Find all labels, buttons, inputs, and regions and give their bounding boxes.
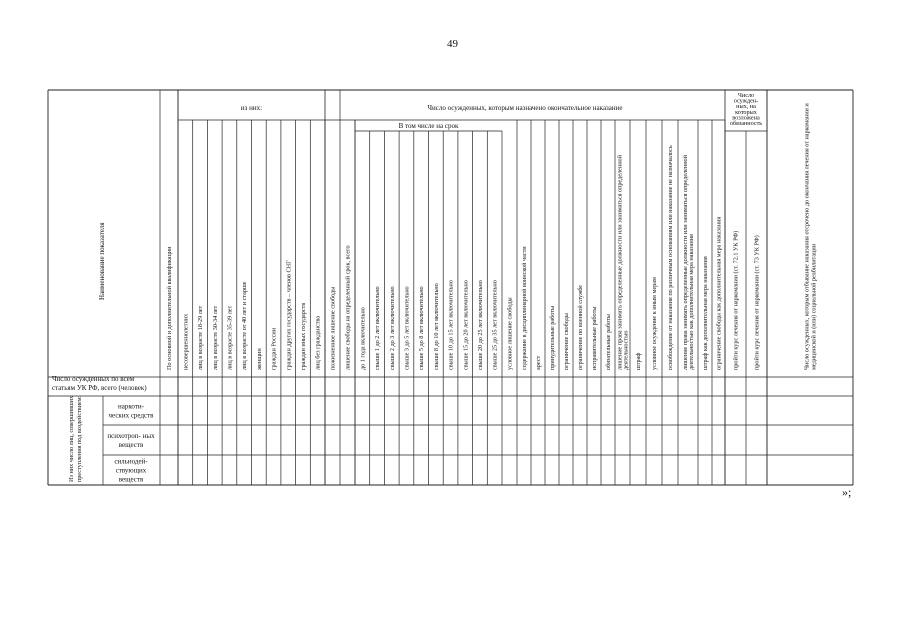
deferred-col-label: Число осужденных, которым отбывание наказания отсрочено до окончания лечения от наркомании и [803,103,811,370]
of-them-col-label: лиц в возрасте от 40 лет и старше [241,281,249,370]
obligation-header: Число [737,92,755,99]
substance-row-label: ствующих [115,466,147,475]
punishment-col-label: деятельностью [622,330,630,370]
punishment-col-label: лишение права занимать определенные должности или заниматься определенной [681,155,689,370]
term-col-label: свыше 2 до 3 лет включительно [388,286,396,370]
of-them-col-label: лиц в возрасте 18-29 лет [197,305,205,370]
of-them-col-label: лиц без гражданства [314,315,322,370]
punishment-col-label: штраф [635,352,642,370]
substance-row-label: ческих средств [108,411,154,420]
term-col-label: до 1 года включительно [359,307,367,370]
substance-row-label: наркоти- [118,402,144,411]
obligation-col-label: пройти курс лечения от наркомании (ст. 73 УК РФ) [753,235,761,370]
of-them-col-label: граждан других государств – членов СНГ [285,260,293,370]
substance-row-label: веществ [118,441,144,449]
group-row-label: Из них число лиц, совершивших [68,395,75,482]
obligation-header: осужден- [733,97,759,105]
of-them-col-label: несовершеннолетних [182,313,190,370]
obligation-col-label: пройти курс лечения от наркомании (ст. 72.1 УК РФ) [732,230,740,370]
term-col-label: свыше 20 до 25 лет включительно [476,280,484,370]
of-them-header: из них: [240,104,263,112]
of-them-col-label: граждан России [270,327,278,370]
obligation-header: возложена [732,114,760,122]
of-them-col-label: женщин [255,348,263,370]
term-col-label: свыше 1 до 2 лет включительно [374,286,382,370]
punishment-col-label: ограничение свободы [563,313,570,370]
main-qualification-header: По основной и дополнительной квалификации [166,246,173,370]
obligation-header: которых [735,108,757,116]
deferred-col-label: медицинской и (или) социальной реабилитации [810,243,818,370]
of-them-col-label: лиц в возрасте 35-39 лет [226,305,234,370]
term-col-label: свыше 25 до 35 лет включительно [491,280,499,370]
term-col-label: свыше 3 до 5 лет включительно [403,286,411,370]
punishment-col-label: обязательные работы [605,314,612,370]
punishment-col-label: принудительные работы [549,305,556,370]
punishment-col-label: ограничение свободы как дополнительная мера наказания [715,216,723,370]
page-number: 49 [447,38,458,50]
punishment-col-label: штраф как дополнительная мера наказания [702,256,709,370]
punishment-col-label: условное осуждение к иным мерам [651,277,658,370]
of-them-col-label: лиц в возрасте 30-34 лет [211,305,219,370]
of-them-col-label: граждан иных государств [299,302,307,370]
total-row-label: Число осужденных по всем [52,375,135,383]
punishment-col-label: исправительные работы [591,306,598,370]
obligation-header: обязанность [729,120,763,127]
substance-row-label: веществ [118,475,144,484]
punishment-col-label: деятельностью как дополнительная мера наказания [688,234,696,370]
punishment-col-label: освобождение от наказания по различным основаниям или наказание не назначалось [667,145,674,370]
substance-row-label: психотроп- ных [107,432,155,440]
term-col-label: свыше 10 до 15 лет включительно [447,280,455,370]
obligation-header: ных, на [736,103,756,111]
closing-quote: »; [842,485,852,499]
punishment-col-label: лишение права занимать определенные должности или заниматься определенной [616,155,624,370]
punishment-col-label: содержание в дисциплинарной воинской части [521,246,528,370]
term-group-header: В том числе на срок [398,122,459,130]
punishment-col-label: условное лишение свободы [506,297,514,370]
term-col-label: свыше 5 до 8 лет включительно [418,286,426,370]
group-row-label: преступления под воздействием: [76,395,83,482]
indicator-name-header: Наименование показателя [98,222,106,300]
punishment-col-label: лишение свободы на определенный срок, всего [344,245,352,370]
punishment-col-label: пожизненное лишение свободы [329,286,337,370]
final-punishment-header: Число осужденных, которым назначено окончательное наказание [427,104,623,112]
term-col-label: свыше 15 до 20 лет включительно [462,280,470,370]
total-row-label: статьям УК РФ, всего (человек) [52,384,147,392]
substance-row-label: сильнодей- [114,457,148,466]
punishment-col-label: ограничение по военной службе [577,284,584,370]
punishment-col-label: арест [535,355,542,370]
term-col-label: свыше 8 до 10 лет включительно [432,283,440,370]
